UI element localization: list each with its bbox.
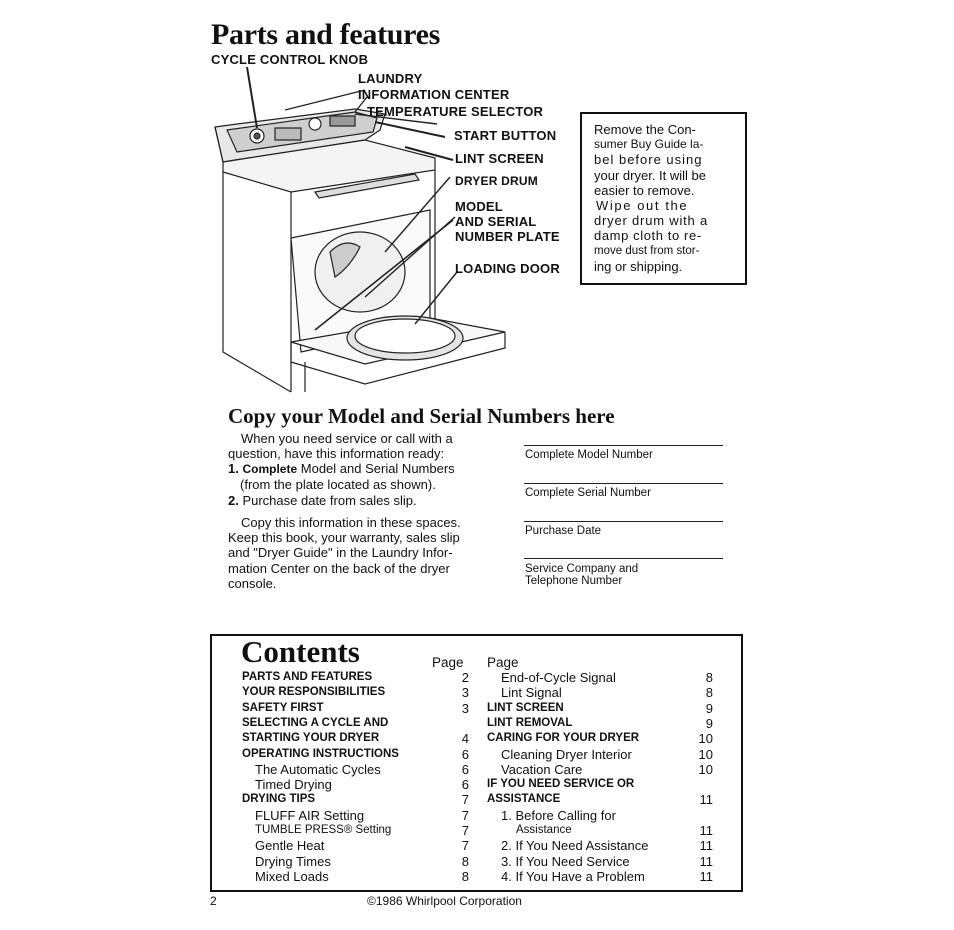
intro-line: When you need service or call with a <box>241 431 453 446</box>
toc-entry-page: 11 <box>699 838 713 854</box>
model-number-label: Complete Model Number <box>525 449 653 461</box>
paragraph-line: console. <box>228 575 277 591</box>
toc-entry-page: 7 <box>461 792 469 808</box>
callout-lint-screen: LINT SCREEN <box>455 151 544 166</box>
toc-row <box>255 808 469 823</box>
page-column-header-right: Page <box>487 655 519 670</box>
paragraph-line: Copy this information in these spaces. <box>241 515 461 530</box>
toc-entry-label: PARTS AND FEATURES <box>242 671 373 683</box>
toc-entry-label: Lint Signal <box>501 685 562 701</box>
toc-entry-label: 1. Before Calling for <box>501 807 616 823</box>
note-line: bel before using <box>594 152 703 168</box>
toc-entry-label: 4. If You Have a Problem <box>501 868 645 884</box>
toc-entry-label: Cleaning Dryer Interior <box>501 746 632 762</box>
toc-row <box>501 838 713 853</box>
toc-row <box>255 762 469 777</box>
toc-entry-label: ASSISTANCE <box>487 793 561 806</box>
page-number: 2 <box>210 894 217 908</box>
remove-label-note <box>580 112 747 285</box>
intro-line: question, have this information ready: <box>228 446 445 461</box>
page-title: Parts and features <box>211 18 441 51</box>
toc-entry-label: Gentle Heat <box>255 838 325 854</box>
toc-entry-page: 11 <box>699 823 713 838</box>
toc-entry-page: 10 <box>698 761 713 777</box>
toc-row <box>487 716 713 731</box>
paragraph-line: and "Dryer Guide" in the Laundry Infor- <box>228 545 453 561</box>
toc-entry-page: 6 <box>461 761 469 777</box>
toc-entry-label: LINT SCREEN <box>487 701 564 714</box>
toc-entry-label: Drying Times <box>255 853 331 869</box>
toc-entry-label: DRYING TIPS <box>242 793 316 806</box>
toc-entry-page: 11 <box>699 868 713 884</box>
contents-title: Contents <box>241 634 360 669</box>
toc-row <box>487 777 713 792</box>
note-line: Wipe out the <box>596 198 689 214</box>
toc-entry-page: 11 <box>699 853 713 869</box>
toc-entry-page: 3 <box>461 700 469 716</box>
toc-row <box>255 777 469 792</box>
toc-row <box>501 808 713 823</box>
callout-temperature-selector: TEMPERATURE SELECTOR <box>367 104 544 119</box>
toc-entry-page: 6 <box>461 777 469 793</box>
toc-entry-page: 4 <box>461 731 469 747</box>
callout-model: MODEL <box>455 199 503 214</box>
toc-row <box>487 792 713 807</box>
note-line: ing or shipping. <box>594 258 683 274</box>
toc-entry-label: The Automatic Cycles <box>255 761 381 777</box>
copy-instructions <box>228 446 455 508</box>
toc-row <box>487 701 713 716</box>
toc-entry-page: 8 <box>461 853 469 869</box>
toc-row <box>242 747 469 762</box>
toc-entry-label: SELECTING A CYCLE AND <box>242 716 389 729</box>
toc-entry-page: 8 <box>461 868 469 884</box>
service-company-label: Service Company and <box>525 563 639 575</box>
toc-entry-label: Vacation Care <box>501 761 583 777</box>
toc-row <box>242 792 469 807</box>
toc-entry-label: Assistance <box>516 824 572 836</box>
toc-entry-label: STARTING YOUR DRYER <box>242 732 380 745</box>
callout-start-button: START BUTTON <box>454 128 557 143</box>
toc-row <box>501 685 713 700</box>
toc-entry-label: Mixed Loads <box>255 868 329 884</box>
callout-laundry: LAUNDRY <box>358 71 423 86</box>
step-number: 1. <box>228 461 239 477</box>
toc-entry-label: IF YOU NEED SERVICE OR <box>487 778 635 791</box>
toc-entry-label: SAFETY FIRST <box>242 701 324 714</box>
step-text: Purchase date from sales slip. <box>238 492 417 508</box>
serial-number-line <box>524 483 723 484</box>
toc-entry-page: 7 <box>461 838 469 854</box>
toc-row <box>501 854 713 869</box>
toc-row <box>242 670 469 685</box>
toc-row <box>255 823 469 838</box>
toc-entry-page: 9 <box>705 700 713 716</box>
toc-row <box>516 823 713 838</box>
toc-row <box>501 869 713 884</box>
toc-entry-page: 9 <box>705 715 713 731</box>
note-line: dryer drum with a <box>594 213 709 229</box>
toc-entry-page: 10 <box>698 746 713 762</box>
toc-row <box>501 747 713 762</box>
copy-paragraph <box>228 515 461 591</box>
toc-entry-label: FLUFF AIR Setting <box>255 807 365 823</box>
toc-entry-page: 7 <box>461 807 469 823</box>
callout-cycle-control-knob: CYCLE CONTROL KNOB <box>211 52 369 67</box>
page-column-header-left: Page <box>432 655 464 670</box>
note-line: Remove the Con- <box>594 122 696 137</box>
step-text: Model and Serial Numbers <box>297 461 455 477</box>
note-line: your dryer. It will be <box>594 167 706 183</box>
telephone-number-label: Telephone Number <box>525 575 623 587</box>
callout-loading-door: LOADING DOOR <box>455 261 560 276</box>
serial-number-label: Complete Serial Number <box>525 487 651 499</box>
note-line: easier to remove. <box>594 182 695 198</box>
toc-entry-label: 2. If You Need Assistance <box>501 838 649 854</box>
callout-and-serial: AND SERIAL <box>455 214 537 229</box>
toc-entry-page: 2 <box>461 670 469 685</box>
purchase-date-label: Purchase Date <box>525 525 602 537</box>
toc-entry-label: Timed Drying <box>255 777 332 793</box>
toc-entry-label: 3. If You Need Service <box>501 853 630 869</box>
toc-row <box>255 838 469 853</box>
paragraph-line: Keep this book, your warranty, sales slip <box>228 530 460 546</box>
toc-row <box>255 869 469 884</box>
toc-entry-page: 3 <box>461 685 469 701</box>
toc-entry-page: 8 <box>705 685 713 701</box>
step-text: (from the plate located as shown). <box>240 477 436 493</box>
toc-entry-page: 6 <box>461 746 469 762</box>
toc-entry-page: 8 <box>705 670 713 685</box>
toc-entry-label: YOUR RESPONSIBILITIES <box>242 686 386 699</box>
callout-dryer-drum: DRYER DRUM <box>455 174 538 188</box>
toc-row <box>242 716 469 731</box>
step-number: 2. <box>228 492 239 508</box>
toc-row <box>501 762 713 777</box>
copyright-notice: ©1986 Whirlpool Corporation <box>367 894 522 908</box>
note-line: damp cloth to re- <box>594 228 702 244</box>
copy-intro <box>241 431 453 446</box>
toc-entry-page: 7 <box>461 823 469 838</box>
toc-row <box>242 731 469 746</box>
step-bold-word: Complete <box>242 462 298 477</box>
toc-row <box>242 685 469 700</box>
toc-entry-label: LINT REMOVAL <box>487 716 573 729</box>
model-number-line <box>524 445 723 446</box>
paragraph-line: mation Center on the back of the dryer <box>228 560 450 576</box>
toc-entry-label: TUMBLE PRESS® Setting <box>255 824 392 836</box>
toc-entry-label: CARING FOR YOUR DRYER <box>487 732 640 745</box>
callout-number-plate: NUMBER PLATE <box>455 229 560 244</box>
toc-entry-page: 10 <box>698 731 713 747</box>
toc-entry-label: OPERATING INSTRUCTIONS <box>242 747 399 760</box>
note-line: move dust from stor- <box>594 244 700 257</box>
purchase-date-line <box>524 521 723 522</box>
toc-entry-label: End-of-Cycle Signal <box>501 670 616 685</box>
service-company-line <box>524 558 723 559</box>
toc-row <box>242 701 469 716</box>
copy-numbers-heading: Copy your Model and Serial Numbers here <box>228 404 615 428</box>
toc-row <box>487 731 713 746</box>
callout-information-center: INFORMATION CENTER <box>358 87 510 102</box>
toc-row <box>255 854 469 869</box>
toc-entry-page: 11 <box>699 792 713 808</box>
note-line: sumer Buy Guide la- <box>594 137 704 152</box>
toc-row <box>501 670 713 685</box>
